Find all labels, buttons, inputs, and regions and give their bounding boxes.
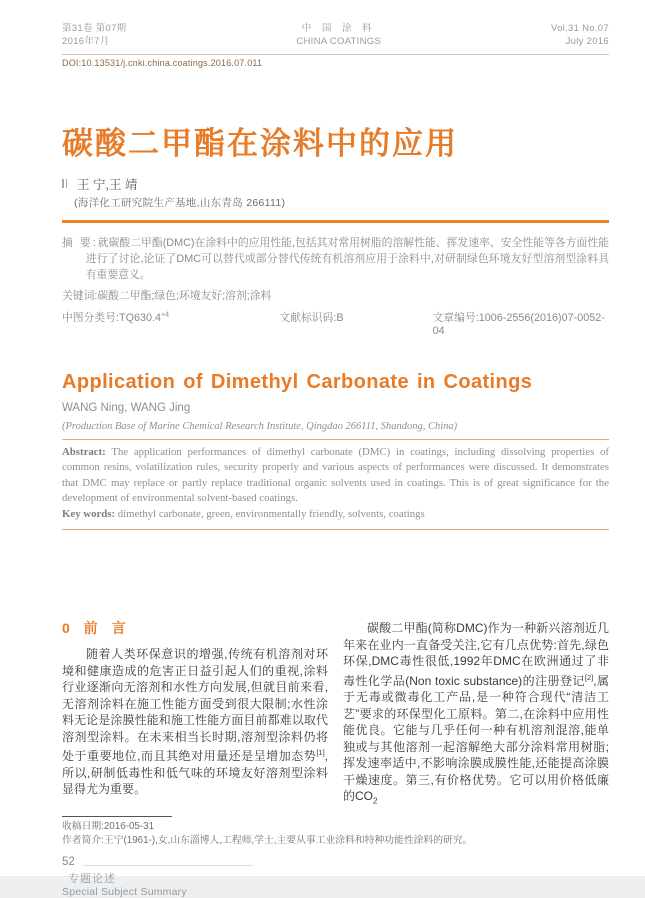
keywords-text-en: dimethyl carbonate, green, environmentally friendly, solvents, coatings	[117, 507, 425, 520]
footnote-rule	[62, 816, 172, 817]
footnote-block	[62, 816, 609, 848]
author-bio-line	[62, 834, 609, 848]
date-cn: 2016年7月	[62, 36, 110, 48]
citation-ref-1: [1]	[316, 748, 325, 758]
citation-ref-2: [2]	[584, 672, 594, 682]
column-name-cn: 专题论述	[68, 872, 116, 885]
keywords-label-en: Key words:	[62, 507, 116, 520]
received-date-value: 2016-05-31	[103, 820, 155, 832]
co2-subscript: 2	[373, 796, 378, 806]
date-en: July 2016	[565, 36, 609, 48]
abstract-bottom-rule	[62, 529, 609, 530]
authors-cn: 王 宁,王 靖	[77, 177, 138, 192]
header-issue-cn	[62, 22, 126, 49]
journal-name-en: CHINA COATINGS	[296, 36, 382, 48]
authors-row-cn	[62, 176, 609, 192]
document-code-label: 文献标识码:	[279, 311, 337, 324]
received-date-label: 收稿日期:	[62, 820, 104, 832]
article-id-value: 1006-2556(2016)07-0052-04	[432, 311, 605, 337]
abstract-text-en: The application performances of dimethyl carbonate (DMC) in coatings, including dissolving properties of common resins, volatilization rules, security properly and various aspects of performances were discussed. It demonstrates that DMC may replace or partly replace traditional organic solvents used in coatings. This is of great significance for the development of environmental solvent-based coatings.	[62, 445, 609, 505]
body-left-text-1: 随着人类环保意识的增强,传统有机溶剂对环境和健康造成的危害正日益引起人们的重视,涂料行业逐渐向无溶剂和水性方向发展,但就目前来看,无溶剂涂料在施工性能方面受到很大限制;水性涂料无论是涂膜性能和施工性能方面目前都难以取代溶剂型涂料。在未来相当长时期,溶剂型涂料仍将处于重要地位,而且其绝对用量还是呈增加态势	[62, 647, 328, 764]
page-number: 52	[62, 855, 75, 868]
volume-issue-cn: 第31卷 第07期	[62, 23, 127, 34]
page-number-rule	[83, 865, 253, 866]
author-mark-bars-icon	[62, 179, 67, 188]
volume-issue-en: Vol.31 No.07	[550, 23, 609, 34]
title-divider-rule	[62, 220, 609, 223]
body-column-left	[62, 618, 328, 810]
document-code-value: B	[336, 311, 344, 324]
abstract-text-cn: 就碳酸二甲酯(DMC)在涂料中的应用性能,包括其对常用树脂的溶解性能、挥发速率、安全性能等各方面性能进行了讨论,论证了DMC可以替代或部分替代传统有机溶剂应用于涂料中,对研制绿色环境友好型溶剂型涂料具有重要意义。	[85, 236, 610, 281]
abstract-en-block	[62, 445, 609, 523]
clc-label: 中图分类号:	[62, 311, 119, 324]
clc-superscript: +4	[161, 311, 169, 318]
keywords-text-cn: 碳酸二甲酯;绿色;环境友好;溶剂;涂料	[97, 289, 272, 302]
classification-row	[62, 310, 609, 337]
column-name-en: Special Subject Summary	[62, 885, 187, 898]
body-right-text-2: ,属于无毒或微毒化工产品,是一种符合现代“清洁工艺”要求的环保型化工原料。第二,在涂料中应用性能优良。它能与几乎任何一种有机溶剂混溶,能单独或与其他溶剂一起溶解绝大部分涂料常用树脂;挥发速率适中,不影响涂膜成膜性能,还能提高涂膜干燥速度。第三,有价格优势。它可以用价格低廉的CO	[343, 673, 609, 804]
article-id-label: 文章编号:	[432, 311, 479, 324]
body-column-right	[343, 618, 609, 810]
author-bio-label: 作者简介:	[62, 834, 104, 846]
article-title-en: Application of Dimethyl Carbonate in Coatings	[62, 370, 533, 393]
authors-en: WANG Ning, WANG Jing	[62, 401, 191, 414]
keywords-label-cn: 关键词:	[62, 289, 98, 302]
article-title-cn: 碳酸二甲酯在涂料中的应用	[62, 125, 458, 161]
article-body	[62, 618, 609, 810]
abstract-en	[62, 445, 609, 507]
affiliation-cn: (海洋化工研究院生产基地,山东青岛 266111)	[74, 196, 286, 209]
header-divider	[62, 54, 609, 55]
clc-number	[62, 310, 279, 337]
keywords-en	[62, 507, 609, 523]
body-paragraph-left	[62, 646, 328, 798]
received-date-line	[62, 820, 609, 834]
section-heading-intro: 0 前 言	[62, 620, 131, 637]
article-id	[433, 310, 609, 337]
body-left-text-2: ,所以,研制低毒性和低气味的环境友好溶剂型涂料显得尤为重要。	[62, 749, 328, 797]
journal-header	[62, 22, 609, 49]
body-right-text-1: 碳酸二甲酯(简称DMC)作为一种新兴溶剂近几年来在业内一直备受关注,它有几点优势:首先,绿色环保,DMC毒性很低,1992年DMC在欧洲通过了非毒性化学品(Non toxic substance)的注册登记	[343, 621, 609, 688]
clc-value: TQ630.4	[118, 311, 161, 324]
doi-line: DOI:10.13531/j.cnki.china.coatings.2016.07.011	[62, 57, 263, 68]
abstract-cn	[62, 235, 609, 283]
abstract-label-cn: 摘 要:	[62, 236, 98, 249]
author-bio-text: 王宁(1961-),女,山东淄博人,工程师,学士,主要从事工业涂料和特种功能性涂料的研究。	[103, 834, 473, 846]
page-footer	[62, 856, 609, 898]
document-code	[279, 310, 432, 337]
keywords-cn	[62, 288, 609, 303]
abstract-label-en: Abstract:	[62, 445, 106, 458]
journal-name-block	[296, 22, 381, 49]
abstract-top-rule	[62, 439, 609, 440]
page-number-row	[62, 856, 609, 868]
body-paragraph-right	[343, 620, 609, 810]
header-issue-en	[551, 22, 609, 49]
journal-name-cn: 中 国 涂 料	[301, 23, 376, 34]
affiliation-en: (Production Base of Marine Chemical Research Institute, Qingdao 266111, Shandong, China)	[62, 420, 458, 432]
